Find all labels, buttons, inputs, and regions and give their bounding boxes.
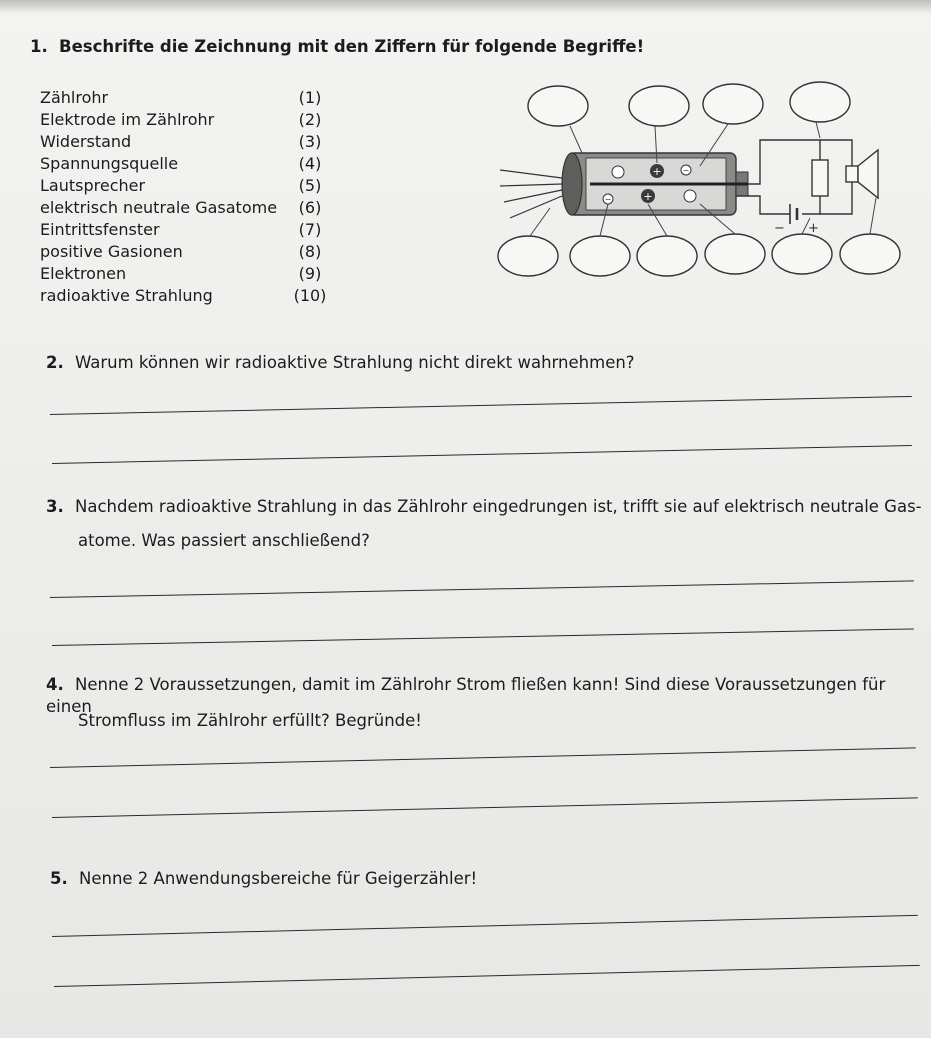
geiger-counter-diagram	[490, 78, 910, 288]
circuit-wires	[736, 140, 852, 214]
term-code: (3)	[298, 132, 322, 151]
term-code: (10)	[293, 286, 327, 305]
question-3	[46, 496, 922, 518]
term-code: (2)	[298, 110, 322, 129]
term-label: Elektrode im Zählrohr	[40, 110, 215, 129]
label-circle-blank[interactable]	[637, 236, 697, 276]
radiation-rays	[500, 170, 562, 218]
label-circle-blank[interactable]	[528, 86, 588, 126]
ion-plus-sign: +	[652, 165, 662, 178]
term-code: (6)	[298, 198, 322, 217]
question-4-line-1: Nenne 2 Voraussetzungen, damit im Zählrohr Strom fließen kann! Sind diese Voraussetzungen für einen	[46, 675, 886, 716]
label-circle-blank[interactable]	[772, 234, 832, 274]
counter-tube	[562, 153, 748, 215]
electron-minus-sign: −	[682, 166, 690, 175]
electron-minus-sign: −	[604, 195, 612, 204]
neutral-atom-particle	[684, 190, 696, 202]
ion-plus-sign: +	[643, 190, 653, 203]
page-top-shadow	[0, 0, 931, 14]
question-2	[46, 352, 635, 374]
battery-minus-sign: −	[774, 221, 785, 236]
label-circle-blank[interactable]	[570, 236, 630, 276]
term-code: (4)	[298, 154, 322, 173]
term-code: (1)	[298, 88, 322, 107]
term-label: Elektronen	[40, 264, 127, 283]
term-label: Eintrittsfenster	[40, 220, 160, 239]
question-5-text: Nenne 2 Anwendungsbereiche für Geigerzähler!	[79, 869, 478, 888]
battery-plus-sign: +	[808, 221, 819, 236]
term-label: elektrisch neutrale Gasatome	[40, 198, 278, 217]
question-4-line-2: Stromfluss im Zählrohr erfüllt? Begründe!	[78, 711, 422, 730]
term-label: radioaktive Strahlung	[40, 286, 213, 305]
question-3-number: 3.	[46, 497, 64, 516]
label-circle-blank[interactable]	[790, 82, 850, 122]
question-4-number: 4.	[46, 675, 64, 694]
term-code: (8)	[298, 242, 322, 261]
question-3-line-2: atome. Was passiert anschließend?	[78, 531, 370, 550]
question-1-number: 1.	[30, 37, 48, 56]
term-label: Spannungsquelle	[40, 154, 179, 173]
voltage-source	[774, 204, 819, 236]
label-circle-blank[interactable]	[629, 86, 689, 126]
question-4-continuation	[78, 710, 422, 732]
term-label: Zählrohr	[40, 88, 109, 107]
label-circle-blank[interactable]	[703, 84, 763, 124]
question-2-number: 2.	[46, 353, 64, 372]
label-circle-blank[interactable]	[840, 234, 900, 274]
label-circle-blank[interactable]	[498, 236, 558, 276]
label-circle-blank[interactable]	[705, 234, 765, 274]
resistor	[812, 160, 828, 196]
term-label: positive Gasionen	[40, 242, 183, 261]
term-label: Widerstand	[40, 132, 132, 151]
question-1	[30, 36, 644, 58]
term-code: (5)	[298, 176, 322, 195]
entry-window	[562, 153, 582, 215]
term-code: (9)	[298, 264, 322, 283]
loudspeaker	[846, 150, 878, 198]
question-5	[50, 868, 477, 890]
question-2-text: Warum können wir radioaktive Strahlung nicht direkt wahrnehmen?	[75, 353, 635, 372]
question-3-continuation	[78, 530, 370, 552]
term-code: (7)	[298, 220, 322, 239]
term-label: Lautsprecher	[40, 176, 146, 195]
question-5-number: 5.	[50, 869, 68, 888]
question-3-line-1: Nachdem radioaktive Strahlung in das Zählrohr eingedrungen ist, trifft sie auf elektrisch neutrale Gas-	[75, 497, 922, 516]
neutral-atom-particle	[612, 166, 624, 178]
question-1-text: Beschrifte die Zeichnung mit den Ziffern für folgende Begriffe!	[59, 37, 645, 56]
